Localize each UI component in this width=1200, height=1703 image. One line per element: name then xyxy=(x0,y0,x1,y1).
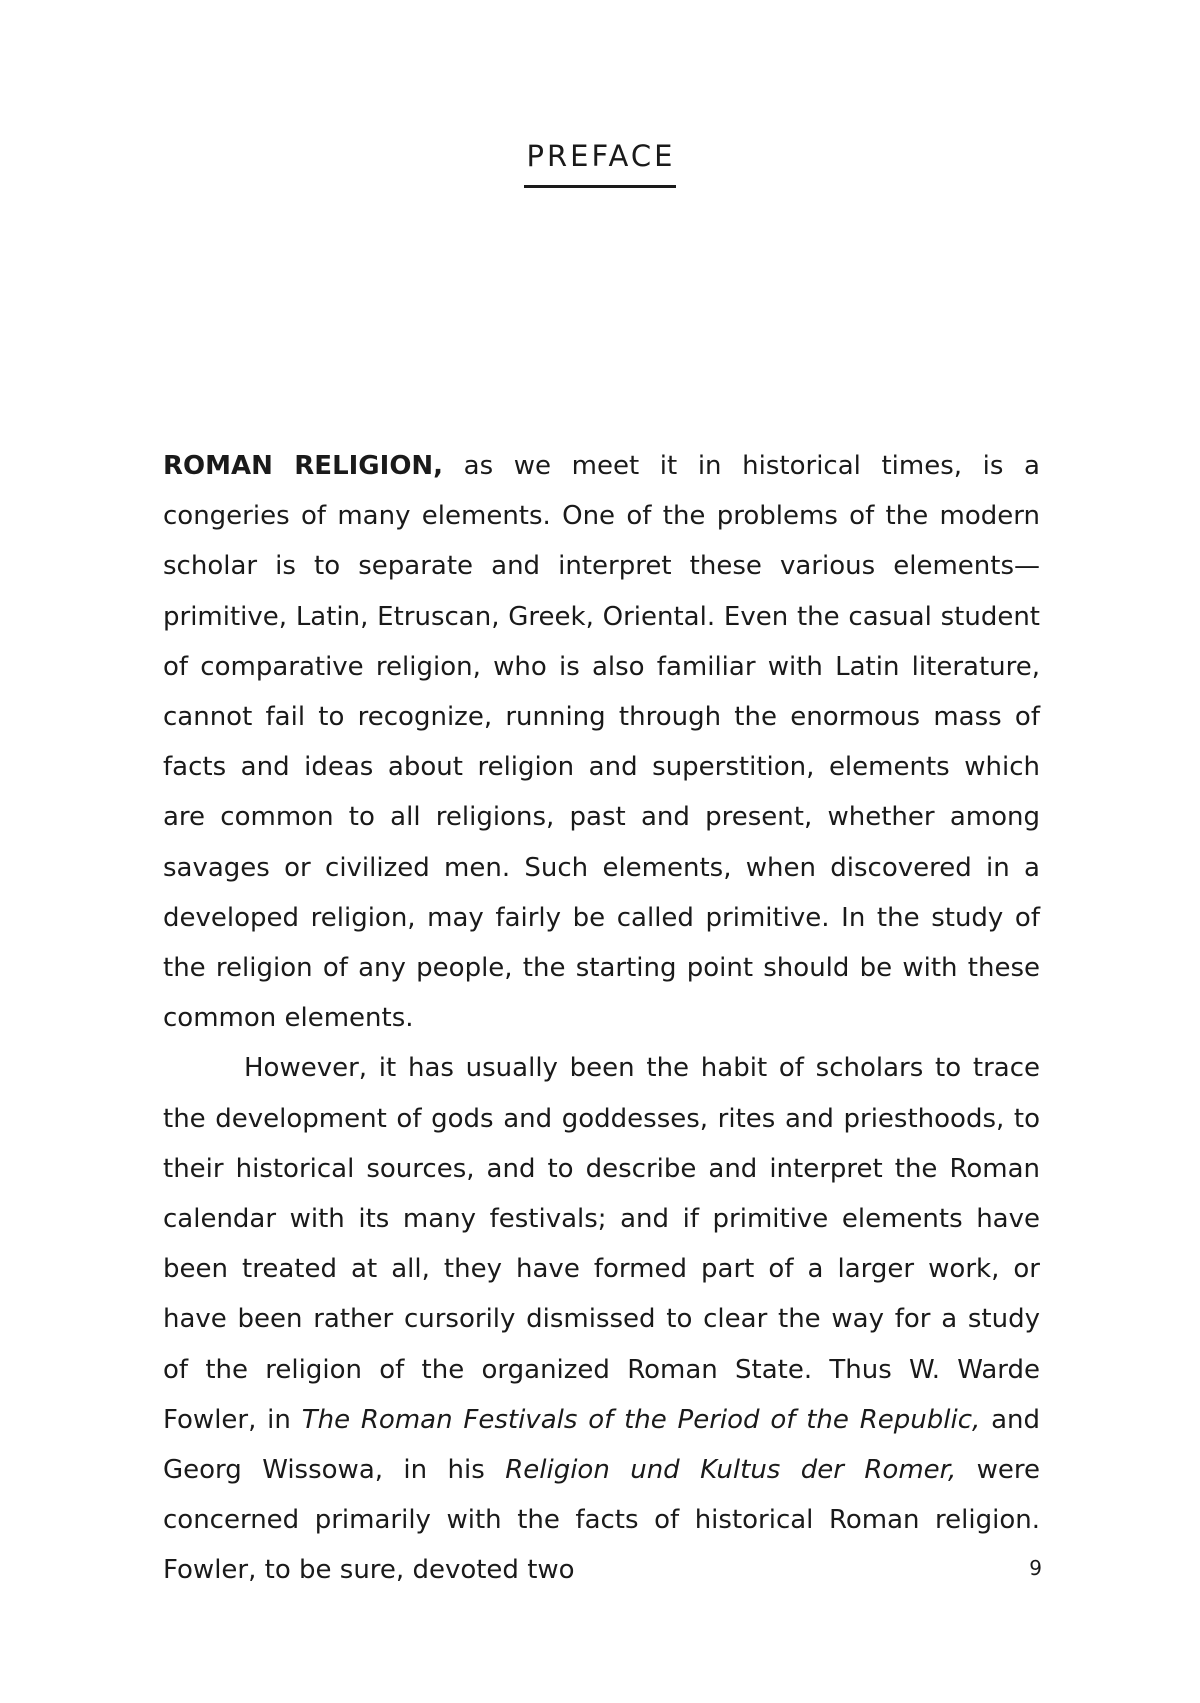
book-title-roman-festivals: The Roman Festivals of the Period of the Republic, xyxy=(301,1404,981,1435)
page-number: 9 xyxy=(1029,1556,1042,1580)
paragraph-2-text-2: and Georg Wissowa, in his xyxy=(163,1404,1041,1486)
paragraph-1 xyxy=(163,441,1040,1043)
body-text xyxy=(163,441,1040,1596)
paragraph-2-text-3: were concerned primarily with the facts of historical Roman religion. Fowler, to be sure, devoted two xyxy=(163,1455,1040,1586)
lead-in: ROMAN RELIGION, xyxy=(163,451,444,481)
paragraph-1-text: as we meet it in historical times, is a congeries of many elements. One of the problems of the modern scholar is to separate and interpret these various elements—primitive, Latin, Etruscan, Greek, Oriental. Even the casual student of comparative religion, who is also familiar with Latin literature, cannot fail to recognize, running through the enormous mass of facts and ideas about religion and superstition, elements which are common to all religions, past and present, whether among savages or civilized men. Such elements, when discovered in a developed religion, may fairly be called primitive. In the study of the religion of any people, the starting point should be with these common elements. xyxy=(163,451,1040,1034)
paragraph-2-text-1: However, it has usually been the habit of scholars to trace the development of gods and goddesses, rites and priesthoods, to their historical sources, and to describe and interpret the Roman calendar with its many festivals; and if primitive elements have been treated at all, they have formed part of a larger work, or have been rather cursorily dismissed to clear the way for a study of the religion of the organized Roman State. Thus W. Warde Fowler, in xyxy=(163,1053,1040,1435)
paragraph-2 xyxy=(163,1043,1040,1595)
chapter-title: PREFACE xyxy=(524,142,677,188)
chapter-heading xyxy=(0,139,1200,188)
book-title-religion-und-kultus: Religion und Kultus der Romer, xyxy=(505,1455,957,1486)
